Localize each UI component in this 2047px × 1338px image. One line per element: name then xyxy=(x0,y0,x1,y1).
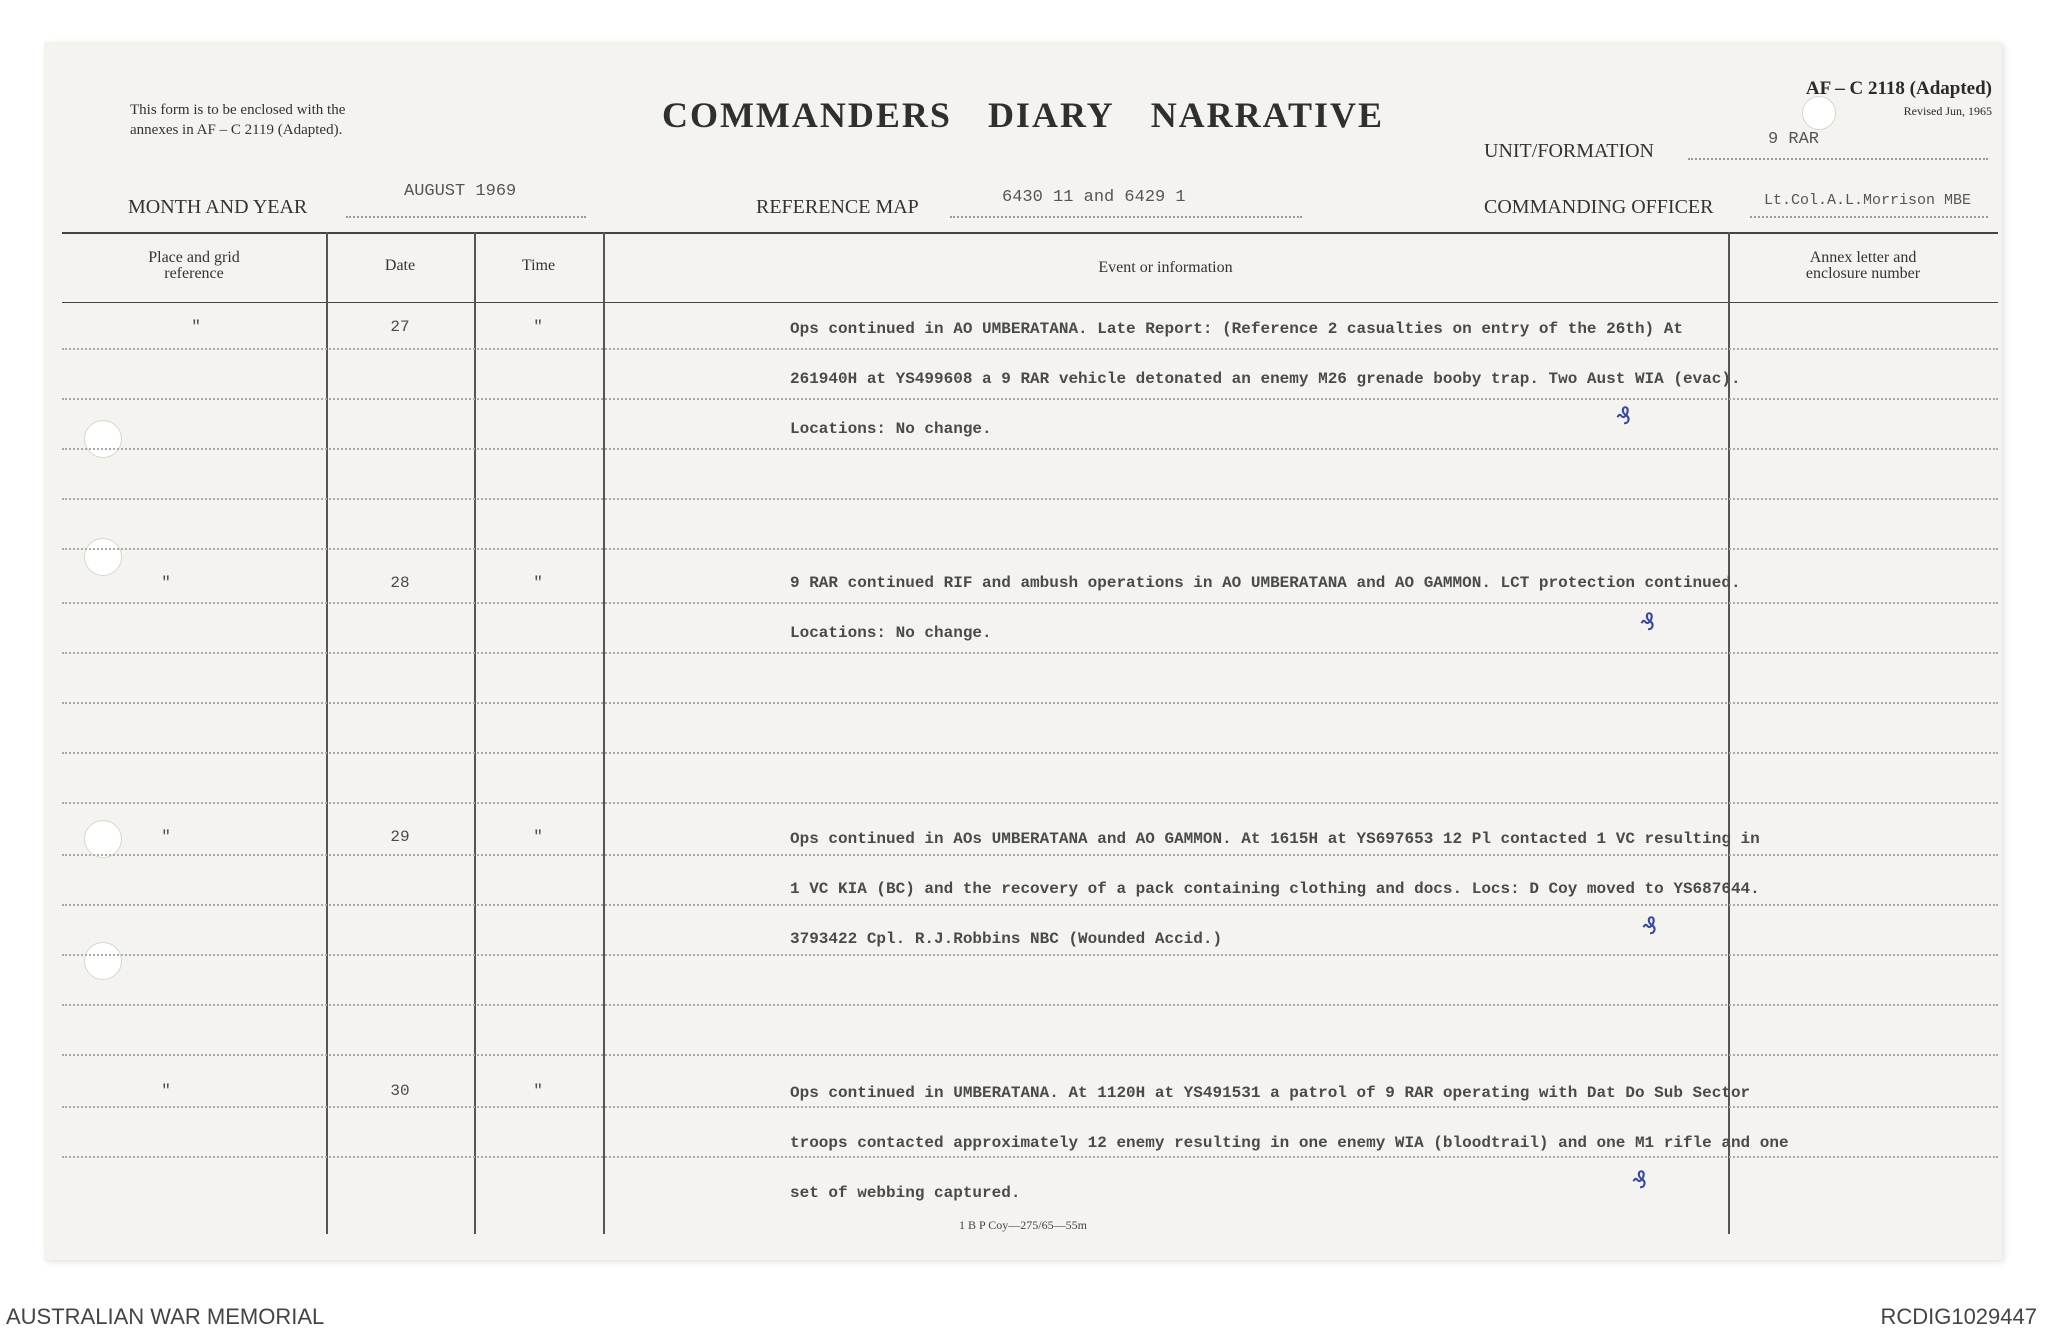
place-ditto: " xyxy=(161,1082,171,1100)
month-year-field xyxy=(346,214,586,218)
diary-form-sheet xyxy=(44,42,2002,1260)
event-text-line: 9 RAR continued RIF and ambush operations in AO UMBERATANA and AO GAMMON. LCT protection continued. xyxy=(790,574,1741,592)
reference-map-label: REFERENCE MAP xyxy=(756,196,919,218)
column-divider xyxy=(474,232,476,1234)
diary-table xyxy=(62,232,1998,1234)
header-bottom-rule xyxy=(62,302,1998,303)
column-header-date: Date xyxy=(384,257,416,274)
time-ditto: " xyxy=(533,318,543,336)
initials-signature: ₰ xyxy=(1642,912,1658,940)
date-cell: 27 xyxy=(390,318,410,336)
time-ditto: " xyxy=(533,828,543,846)
event-text-line: 3793422 Cpl. R.J.Robbins NBC (Wounded Accid.) xyxy=(790,930,1223,948)
event-text-line: Locations: No change. xyxy=(790,624,992,642)
month-year-label: MONTH AND YEAR xyxy=(128,196,308,218)
event-text-line: 1 VC KIA (BC) and the recovery of a pack containing clothing and docs. Locs: D Coy moved to YS687644. xyxy=(790,880,1760,898)
event-text-line: Ops continued in AOs UMBERATANA and AO GAMMON. At 1615H at YS697653 12 Pl contacted 1 VC resulting in xyxy=(790,830,1760,848)
column-divider xyxy=(603,232,605,1234)
reference-map-field xyxy=(950,214,1302,218)
event-text-line: Locations: No change. xyxy=(790,420,992,438)
initials-signature: ₰ xyxy=(1616,402,1632,430)
table-top-rule xyxy=(62,232,1998,234)
commanding-officer-label: COMMANDING OFFICER xyxy=(1484,196,1714,218)
month-year-value: AUGUST 1969 xyxy=(404,182,517,201)
page-title: COMMANDERS DIARY NARRATIVE xyxy=(661,95,1385,135)
commanding-officer-field xyxy=(1750,214,1988,218)
archive-reference: RCDIG1029447 xyxy=(1880,1304,2037,1329)
column-header-place: Place and grid reference xyxy=(148,249,240,282)
event-text-line: Ops continued in AO UMBERATANA. Late Report: (Reference 2 casualties on entry of the 26th) At xyxy=(790,320,1683,338)
date-cell: 29 xyxy=(390,828,410,846)
column-header-annex: Annex letter and enclosure number xyxy=(1805,249,1921,282)
initials-signature: ₰ xyxy=(1640,608,1656,636)
unit-formation-value: 9 RAR xyxy=(1768,130,1820,149)
place-ditto: " xyxy=(191,318,201,336)
event-text-line: set of webbing captured. xyxy=(790,1184,1021,1202)
form-number: AF – C 2118 (Adapted) xyxy=(1805,78,1992,99)
column-header-event: Event or information xyxy=(1098,259,1233,276)
unit-formation-label: UNIT/FORMATION xyxy=(1484,140,1654,162)
revision-date: Revised Jun, 1965 xyxy=(1903,104,1992,118)
reference-map-value: 6430 11 and 6429 1 xyxy=(1002,188,1186,207)
column-header-time: Time xyxy=(521,257,556,274)
initials-signature: ₰ xyxy=(1632,1166,1648,1194)
enclosure-instruction: This form is to be enclosed with the annexes in AF – C 2119 (Adapted). xyxy=(130,102,346,138)
place-ditto: " xyxy=(161,828,171,846)
event-text-line: troops contacted approximately 12 enemy resulting in one enemy WIA (bloodtrail) and one M1 rifle and one xyxy=(790,1134,1789,1152)
event-text-line: 261940H at YS499608 a 9 RAR vehicle detonated an enemy M26 grenade booby trap. Two Aust WIA (evac). xyxy=(790,370,1741,388)
event-text-line: Ops continued in UMBERATANA. At 1120H at YS491531 a patrol of 9 RAR operating with Dat Do Sub Sector xyxy=(790,1084,1751,1102)
date-cell: 28 xyxy=(390,574,410,592)
place-ditto: " xyxy=(161,574,171,592)
column-divider xyxy=(326,232,328,1234)
date-cell: 30 xyxy=(390,1082,410,1100)
unit-formation-field xyxy=(1688,156,1988,160)
time-ditto: " xyxy=(533,574,543,592)
archive-credit: AUSTRALIAN WAR MEMORIAL xyxy=(6,1304,325,1329)
commanding-officer-value: Lt.Col.A.L.Morrison MBE xyxy=(1764,192,1972,209)
printer-mark: 1 B P Coy—275/65—55m xyxy=(959,1218,1087,1232)
time-ditto: " xyxy=(533,1082,543,1100)
